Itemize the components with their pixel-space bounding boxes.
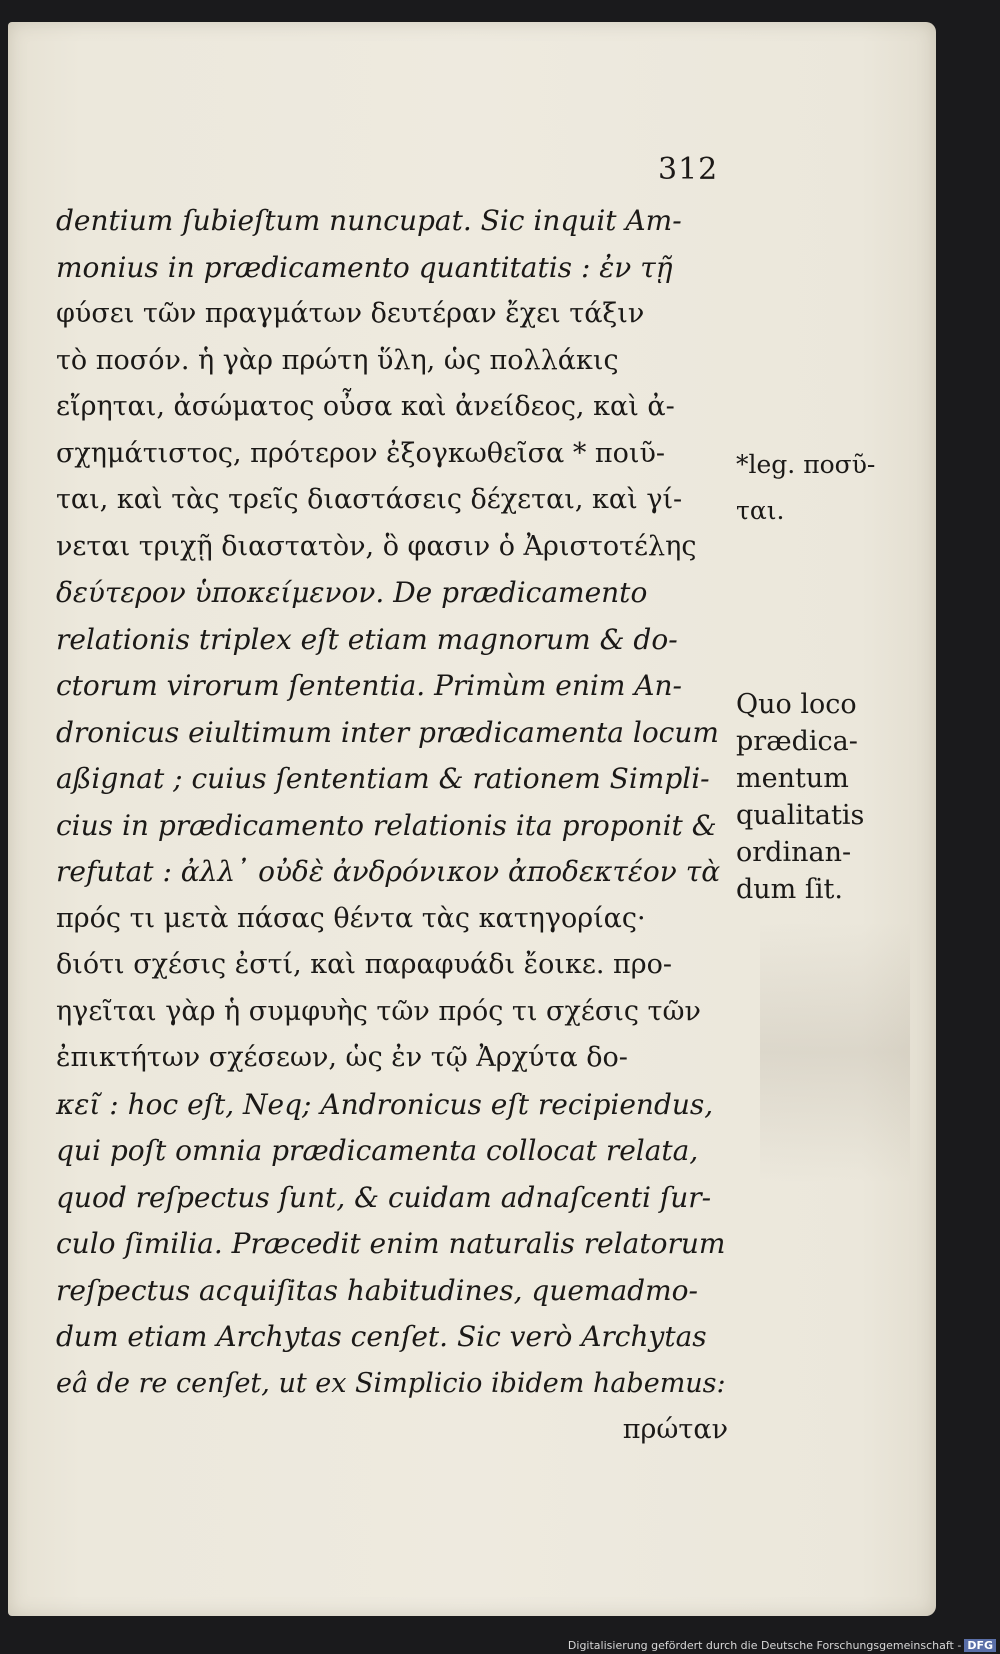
margin-topic-line: qualitatis [736,800,865,831]
text-line: culo ſimilia. Præcedit enim naturalis relatorum [56,1227,726,1260]
text-line: dentium ſubieſtum nuncupat. Sic inquit Am- [56,204,682,237]
text-line: ἐπικτήτων σχέσεων, ὡς ἐν τῷ Ἀρχύτα δο- [56,1042,628,1073]
digitization-credit [568,1639,996,1652]
show-through-ink [760,922,910,1182]
text-line: πρός τι μετὰ πάσας θέντα τὰς κατηγορίας· [56,902,646,934]
text-line: φύσει τῶν πραγμάτων δευτέραν ἔχει τάξιν [56,298,645,329]
text-line: qui poſt omnia prædicamenta collocat relata, [56,1134,699,1167]
text-line: εἴρηται, ἀσώματος οὖσα καὶ ἀνείδεος, καὶ ἀ- [56,391,675,422]
text-line: relationis triplex eſt etiam magnorum & do- [56,622,678,656]
margin-topic-line: Quo loco [736,689,857,720]
text-line: eâ de re cenſet, ut ex Simplicio ibidem habemus: [56,1367,726,1399]
dfg-logo: DFG [964,1639,996,1652]
text-line: πρώταν [622,1414,728,1445]
margin-topic-line: mentum [736,763,849,794]
text-line: ctorum virorum ſententia. Primùm enim An- [56,669,683,702]
text-line: aßignat ; cuius ſententiam & rationem Simpli- [56,762,710,795]
margin-emendation-line: *leg. ποσῦ- [736,450,876,479]
margin-topic-line: dum ſit. [736,874,843,905]
margin-topic-line: prædica- [736,726,858,757]
text-line: cius in prædicamento relationis ita proponit & [56,808,717,842]
margin-emendation-line: ται. [736,496,785,525]
text-line: reſpectus acquiſitas habitudines, quemadmo- [56,1273,698,1307]
margin-emendation-note [736,442,875,534]
margin-topic-note [736,686,864,908]
text-line: σχημάτιστος, πρότερον ἐξογκωθεῖσα * ποιῦ- [56,437,666,469]
text-line: τὸ ποσόν. ἡ γὰρ πρώτη ὕλη, ὡς πολλάκις [56,344,619,376]
text-line: refutat : ἀλλ᾽ οὐδὲ ἀνδρόνικον ἀποδεκτέον τὰ [56,855,721,888]
text-line: ται, καὶ τὰς τρεῖς διαστάσεις δέχεται, καὶ γί- [56,484,683,515]
page-number: 312 [658,152,719,187]
text-line: ηγεῖται γὰρ ἡ συμφυὴς τῶν πρός τι σχέσις τῶν [56,995,701,1027]
margin-topic-line: ordinan- [736,837,852,868]
text-line: quod reſpectus ſunt, & cuidam adnaſcenti ſur- [56,1180,712,1214]
text-line: dronicus eiultimum inter prædicamenta locum [56,715,719,749]
text-line: δεύτερον ὑποκείμενον. De prædicamento [56,576,648,609]
credit-text: Digitalisierung gefördert durch die Deutsche Forschungsgemeinschaft - [567,1639,962,1652]
text-line: νεται τριχῇ διαστατὸν, ὃ φασιν ὁ Ἀριστοτέλης [56,530,697,562]
main-text-block [56,198,728,1454]
text-line: κεῖ : hoc eſt, Neq; Andronicus eſt recipiendus, [56,1087,714,1121]
text-line: monius in prædicamento quantitatis : ἐν τῇ [56,250,673,284]
text-line: διότι σχέσις ἐστί, καὶ παραφυάδι ἔοικε. προ- [56,949,673,980]
book-page [8,22,936,1616]
text-line: dum etiam Archytas cenſet. Sic verò Archytas [56,1320,707,1353]
